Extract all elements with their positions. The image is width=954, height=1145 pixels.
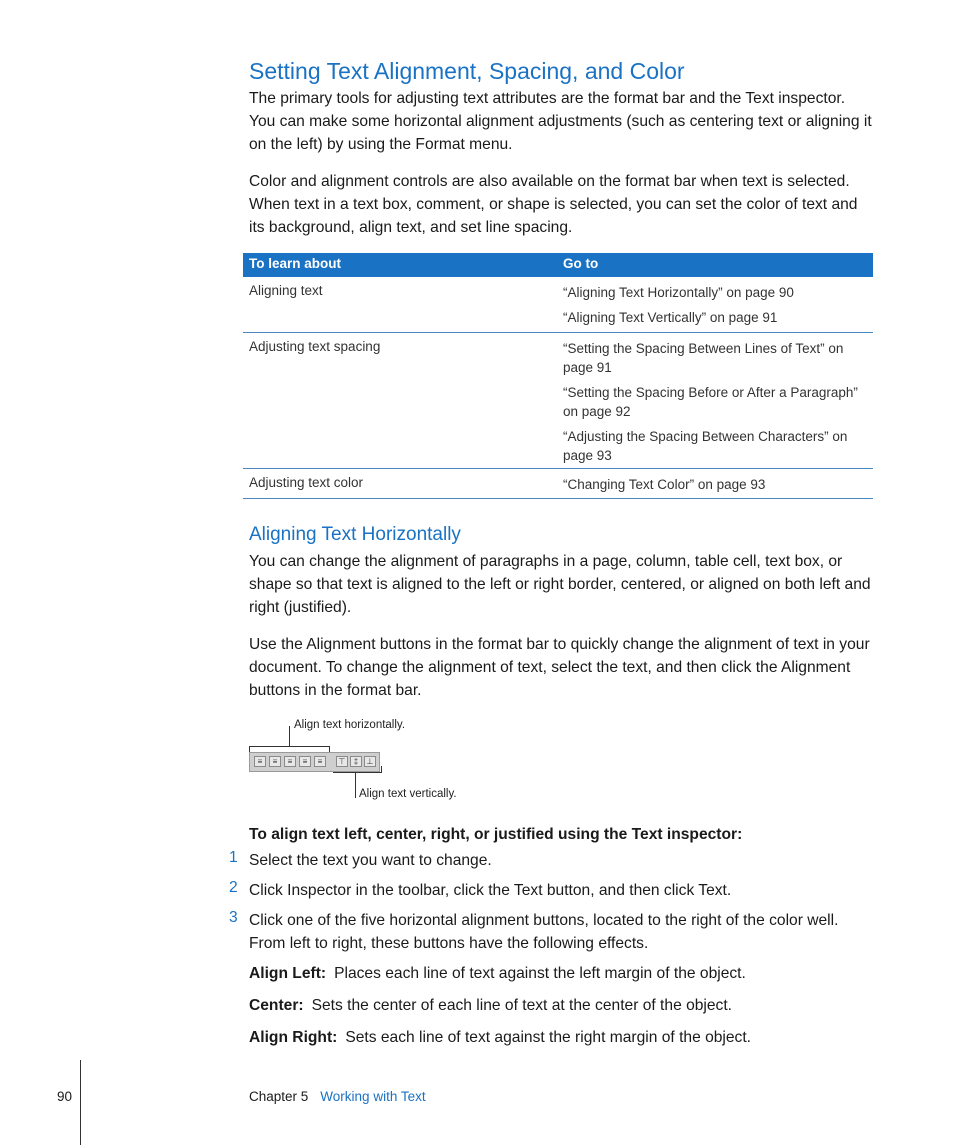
step-number: 1	[229, 849, 238, 866]
page-number: 90	[57, 1089, 73, 1104]
definition-center: Center: Sets the center of each line of text at the center of the object.	[249, 997, 733, 1014]
align-justify-icon[interactable]: ≡	[299, 756, 311, 767]
intro-paragraph-2: Color and alignment controls are also available on the format bar when text is selected. When text in a text box, comment, or shape is selected, you can set the color of text and its background, align text, and set line spacing.	[249, 173, 858, 236]
step-text: Select the text you want to change.	[249, 852, 492, 869]
definition-align-right: Align Right: Sets each line of text against the right margin of the object.	[249, 1029, 752, 1046]
step-number: 2	[229, 879, 238, 896]
table-row	[243, 277, 873, 333]
align-right-icon[interactable]: ≡	[284, 756, 296, 767]
intro-paragraph-1: The primary tools for adjusting text attributes are the format bar and the Text inspector. You can make some horizontal alignment adjustments (such as centering text or aligning it on the left) by using the Format menu.	[249, 90, 872, 153]
align-left-icon[interactable]: ≡	[254, 756, 266, 767]
row-topic: Aligning text	[249, 283, 323, 298]
row-topic: Adjusting text color	[249, 475, 364, 490]
header-goto: Go to	[563, 256, 599, 271]
section-heading: Aligning Text Horizontally	[249, 524, 461, 545]
figure-label-vertical: Align text vertically.	[359, 788, 457, 800]
format-bar	[249, 752, 380, 772]
cross-ref-link[interactable]: “Setting the Spacing Between Lines of Text” on page 91	[563, 341, 844, 375]
procedure-title: To align text left, center, right, or justified using the Text inspector:	[249, 826, 743, 843]
table-header	[243, 253, 873, 277]
align-natural-icon[interactable]: ≡	[314, 756, 326, 767]
page-title: Setting Text Alignment, Spacing, and Color	[249, 58, 685, 84]
align-center-icon[interactable]: ≡	[269, 756, 281, 767]
align-top-icon[interactable]: ⊤	[336, 756, 348, 767]
table-row	[243, 333, 873, 469]
cross-ref-link[interactable]: “Aligning Text Horizontally” on page 90	[563, 285, 794, 300]
step-number: 3	[229, 909, 238, 926]
definition-align-left: Align Left: Places each line of text against the left margin of the object.	[249, 965, 746, 982]
chapter-footer: Chapter 5 Working with Text	[249, 1089, 426, 1104]
step-text: Click Inspector in the toolbar, click the Text button, and then click Text.	[249, 882, 732, 899]
row-topic: Adjusting text spacing	[249, 339, 381, 354]
chapter-title-link[interactable]: Working with Text	[320, 1089, 426, 1104]
body-paragraph-1: You can change the alignment of paragraphs in a page, column, table cell, text box, or shape so that text is aligned to the left or right border, centered, or aligned on both left and right (justified).	[249, 553, 871, 616]
footer-divider	[80, 1060, 81, 1145]
cross-ref-link[interactable]: “Changing Text Color” on page 93	[563, 477, 766, 492]
cross-ref-link[interactable]: “Aligning Text Vertically” on page 91	[563, 310, 778, 325]
figure-label-horizontal: Align text horizontally.	[294, 719, 406, 731]
align-bottom-icon[interactable]: ⊥	[364, 756, 376, 767]
step-text: Click one of the five horizontal alignment buttons, located to the right of the color well. From left to right, these buttons have the following effects.	[249, 912, 839, 952]
align-middle-icon[interactable]: ‡	[350, 756, 362, 767]
cross-ref-link[interactable]: “Adjusting the Spacing Between Characters” on page 93	[563, 429, 848, 463]
body-paragraph-2: Use the Alignment buttons in the format bar to quickly change the alignment of text in your document. To change the alignment of text, select the text, and then click the Alignment buttons in the format bar.	[249, 636, 870, 699]
cross-ref-link[interactable]: “Setting the Spacing Before or After a Paragraph” on page 92	[563, 385, 858, 419]
header-topic: To learn about	[249, 256, 342, 271]
table-row	[243, 469, 873, 499]
topics-table	[243, 253, 873, 499]
